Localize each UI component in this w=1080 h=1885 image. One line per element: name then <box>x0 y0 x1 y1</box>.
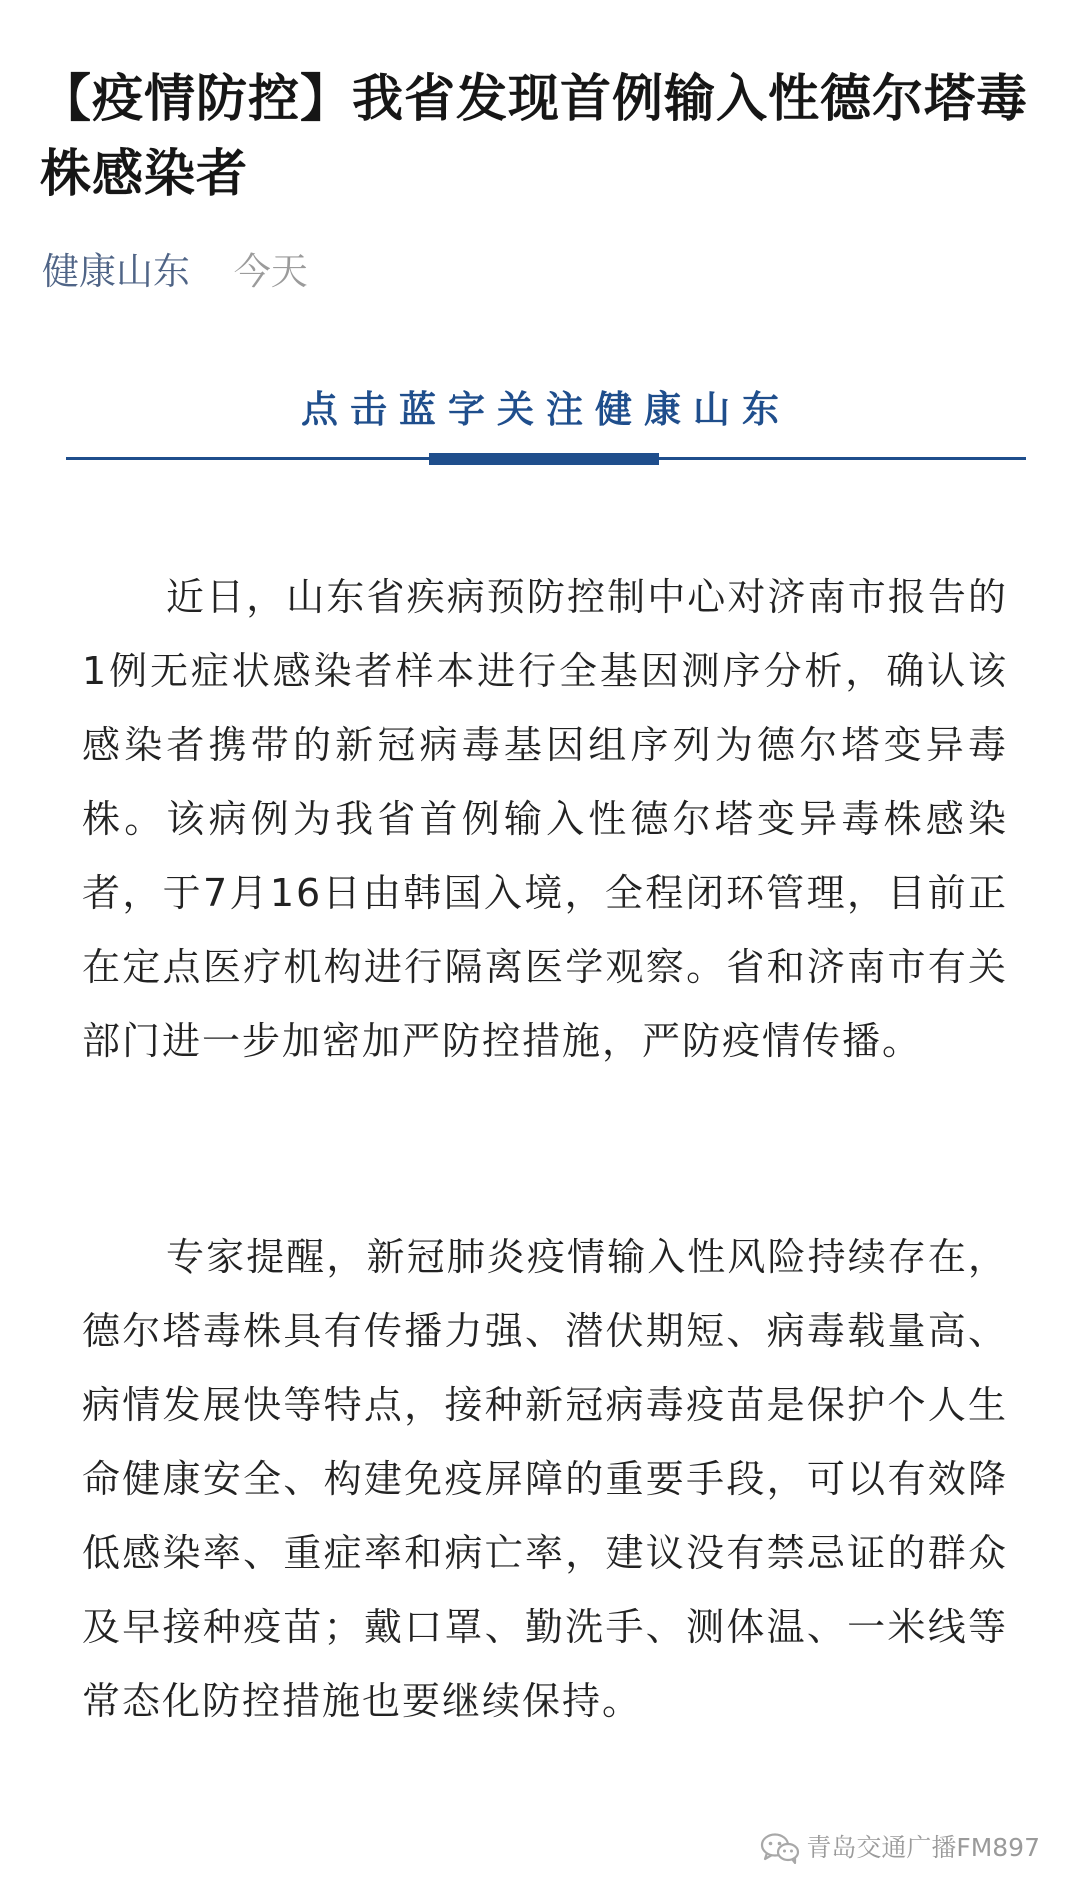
body-paragraph-2: 专家提醒，新冠肺炎疫情输入性风险持续存在，德尔塔毒株具有传播力强、潜伏期短、病毒载量高、病情发展快等特点，接种新冠病毒疫苗是保护个人生命健康安全、构建免疫屏障的重要手段，可以有效降低感染率、重症率和病亡率，建议没有禁忌证的群众及早接种疫苗；戴口罩、勤洗手、测体温、一米线等常态化防控措施也要继续保持。 <box>82 1235 1008 1723</box>
watermark <box>760 1832 1040 1864</box>
body-paragraph-1: 近日，山东省疾病预防控制中心对济南市报告的1例无症状感染者样本进行全基因测序分析，确认该感染者携带的新冠病毒基因组序列为德尔塔变异毒株。该病例为我省首例输入性德尔塔变异毒株感染者，于7月16日由韩国入境，全程闭环管理，目前正在定点医疗机构进行隔离医学观察。省和济南市有关部门进一步加密加严防控措施，严防疫情传播。 <box>82 575 1008 1063</box>
article-meta <box>42 248 308 296</box>
wechat-icon <box>760 1832 800 1864</box>
publish-time: 今天 <box>233 250 308 293</box>
follow-banner-text[interactable]: 点击蓝字关注健康山东 <box>301 388 791 431</box>
account-name-link[interactable]: 健康山东 <box>42 250 190 293</box>
article-title: 【疫情防控】我省发现首例输入性德尔塔毒株感染者 <box>40 70 1029 204</box>
watermark-text: 青岛交通广播FM897 <box>806 1833 1040 1862</box>
follow-banner[interactable] <box>66 385 1026 475</box>
banner-divider-accent <box>429 453 659 465</box>
